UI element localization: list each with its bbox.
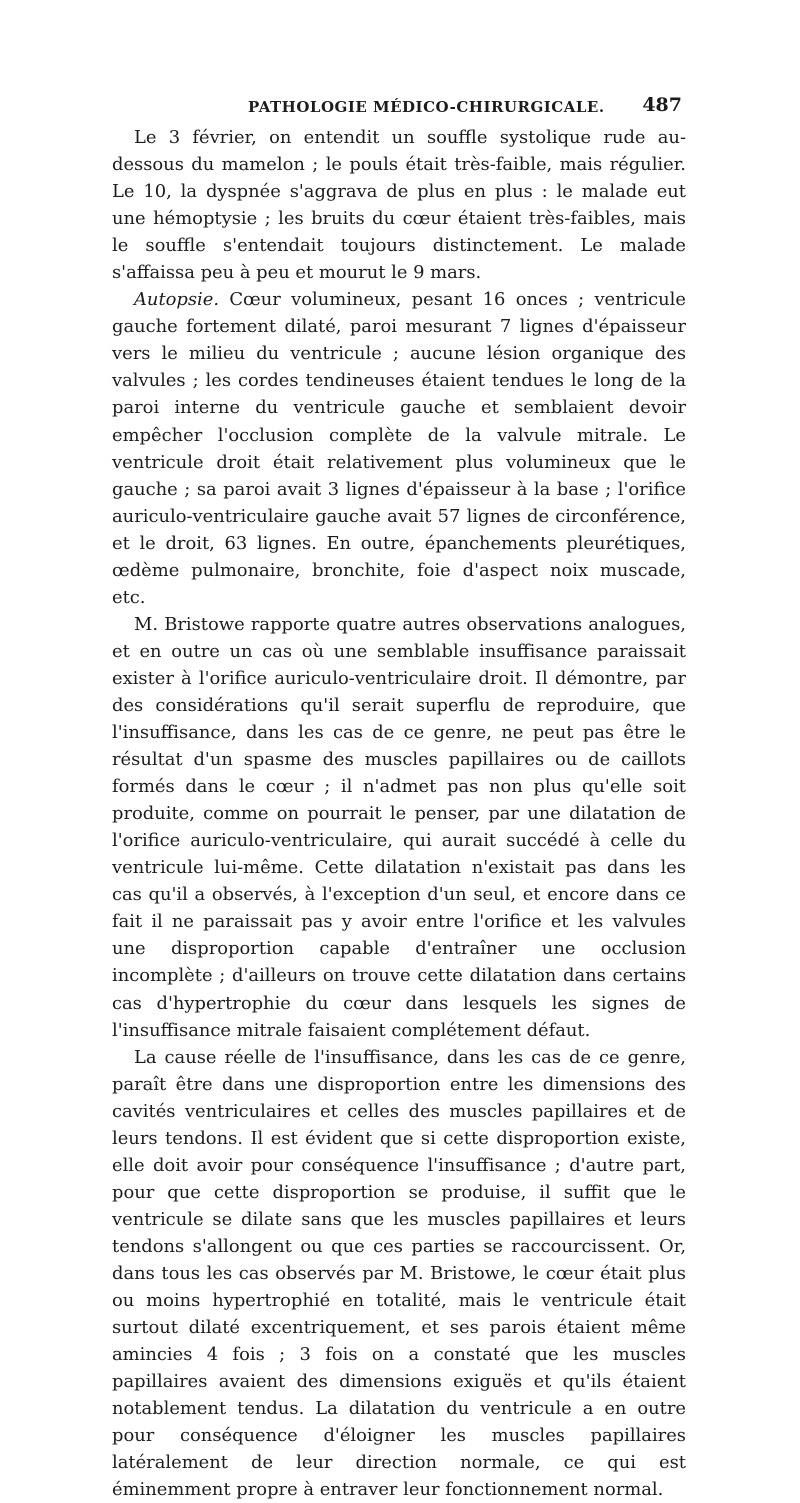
running-head [112, 94, 686, 124]
body-text [112, 124, 686, 1503]
autopsy-label: Autopsie. [134, 289, 220, 311]
page-number: 487 [642, 94, 682, 116]
paragraph-real-cause: La cause réelle de l'insuffisance, dans les cas de ce genre, paraît être dans une disproportion entre les dimensions des cavités ventriculaires et celles des muscles papillaires et de leurs tendons. Il est évident que si cette disproportion existe, elle doit avoir pour conséquence l'insuffisance ; d'autre part, pour que cette disproportion se produise, il suffit que le ventricule se dilate sans que les muscles papillaires et leurs tendons s'allongent ou que ces parties se raccourcissent. Or, dans tous les cas observés par M. Bristowe, le cœur était plus ou moins hypertrophié en totalité, mais le ventricule était surtout dilaté excentriquement, et ses parois étaient même amincies 4 fois ; 3 fois on a constaté que les muscles papillaires avaient des dimensions exiguës et qu'ils étaient notablement tendus. La dilatation du ventricule a en outre pour conséquence d'éloigner les muscles papillaires latéralement de leur direction normale, ce qui est éminemment propre à entraver leur fonctionnement normal. [112, 1046, 686, 1501]
running-head-title: PATHOLOGIE MÉDICO-CHIRURGICALE. [248, 98, 605, 116]
paragraph-bristowe-observations: M. Bristowe rapporte quatre autres observations analogues, et en outre un cas où une semblable insuffisance paraissait exister à l'orifice auriculo-ventriculaire droit. Il démontre, par des considérations qu'il serait superflu de reproduire, que l'insuffisance, dans les cas de ce genre, ne peut pas être le résultat d'un spasme des muscles papillaires ou de caillots formés dans le cœur ; il n'admet pas non plus qu'elle soit produite, comme on pourrait le penser, par une dilatation de l'orifice auriculo-ventriculaire, qui aurait succédé à celle du ventricule lui-même. Cette dilatation n'existait pas dans les cas qu'il a observés, à l'exception d'un seul, et encore dans ce fait il ne paraissait pas y avoir entre l'orifice et les valvules une disproportion capable d'entraîner une occlusion incomplète ; d'ailleurs on trouve cette dilatation dans certains cas d'hypertrophie du cœur dans lesquels les signes de l'insuffisance mitrale faisaient complétement défaut. [112, 613, 686, 1041]
paragraph-autopsy [112, 286, 686, 611]
autopsy-text: Cœur volumineux, pesant 16 onces ; ventricule gauche fortement dilaté, paroi mesurant 7 lignes d'épaisseur vers le milieu du ventricule ; aucune lésion organique des valvules ; les cordes tendineuses étaient tendues le long de la paroi interne du ventricule gauche et semblaient devoir empêcher l'occlusion complète de la valvule mitrale. Le ventricule droit était relativement plus volumineux que le gauche ; sa paroi avait 3 lignes d'épaisseur à la base ; l'orifice auriculo-ventriculaire gauche avait 57 lignes de circonférence, et le droit, 63 lignes. En outre, épanchements pleurétiques, œdème pulmonaire, bronchite, foie d'aspect noix muscade, etc. [112, 289, 686, 608]
paragraph-observation-end: Le 3 février, on entendit un souffle systolique rude au-dessous du mamelon ; le pouls était très-faible, mais régulier. Le 10, la dyspnée s'aggrava de plus en plus : le malade eut une hémoptysie ; les bruits du cœur étaient très-faibles, mais le souffle s'entendait toujours distinctement. Le malade s'affaissa peu à peu et mourut le 9 mars. [112, 127, 686, 284]
book-page [112, 94, 686, 1503]
